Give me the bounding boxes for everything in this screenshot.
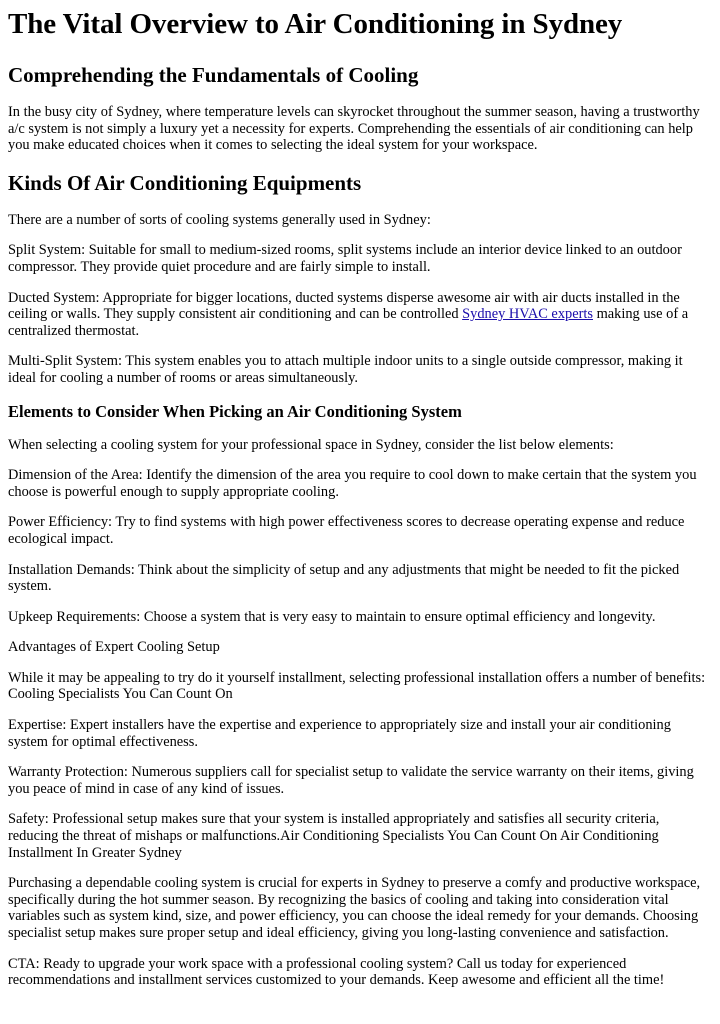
paragraph-warranty: Warranty Protection: Numerous suppliers call for specialist setup to validate the service warranty on their items, giving you peace of mind in case of any kind of issues.: [8, 764, 694, 797]
section-heading-fundamentals: Comprehending the Fundamentals of Cooling: [8, 63, 419, 87]
paragraph-cta: CTA: Ready to upgrade your work space with a professional cooling system? Call us today for experienced recommendations and installment services customized to your demands. Keep awesome and efficient all the time!: [8, 955, 665, 989]
paragraph-multi-split-system: Multi-Split System: This system enables you to attach multiple indoor units to a single outside compressor, making it ideal for cooling a number of rooms or areas simultaneously.: [8, 353, 683, 386]
paragraph-ducted-system: [8, 290, 712, 340]
paragraph-kinds-intro: There are a number of sorts of cooling systems generally used in Sydney:: [8, 211, 431, 228]
paragraph-dimension: Dimension of the Area: Identify the dimension of the area you require to cool down to make certain that the system you choose is powerful enough to supply appropriate cooling.: [8, 467, 697, 500]
document-page: [0, 6, 720, 989]
paragraph-advantages: Advantages of Expert Cooling Setup: [8, 639, 220, 656]
paragraph-split-system: Split System: Suitable for small to medium-sized rooms, split systems include an interior device linked to an outdoor compressor. They provide quiet procedure and are fairly simple to install.: [8, 242, 682, 275]
paragraph-intro: In the busy city of Sydney, where temperature levels can skyrocket throughout the summer season, having a trustworthy a/c system is not simply a luxury yet a necessity for experts. Comprehending the essentials of air conditioning can help you make educated choices when it comes to selecting the ideal system for your workspace.: [8, 104, 700, 154]
paragraph-upkeep: Upkeep Requirements: Choose a system that is very easy to maintain to ensure optimal efficiency and longevity.: [8, 608, 656, 625]
ducted-text-after: making use of a centralized thermostat.: [8, 306, 689, 339]
ducted-text-before: Ducted System: Appropriate for bigger locations, ducted systems disperse awesome air with air ducts installed in the ceiling or walls. They supply consistent air conditioning and can be controlled: [8, 289, 680, 323]
sydney-hvac-experts-link[interactable]: Sydney HVAC experts: [462, 306, 593, 323]
page-title: The Vital Overview to Air Conditioning in Sydney: [8, 8, 623, 40]
section-heading-elements: Elements to Consider When Picking an Air Conditioning System: [8, 401, 462, 421]
paragraph-diy: While it may be appealing to try do it yourself installment, selecting professional installation offers a number of benefits: Cooling Specialists You Can Count On: [8, 669, 706, 703]
paragraph-safety: Safety: Professional setup makes sure that your system is installed appropriately and satisfies all security criteria, reducing the threat of mishaps or malfunctions.Air Conditioning Specialists You Can Count On Air Conditioning Installment In Greater Sydney: [8, 811, 660, 861]
paragraph-elements-intro: When selecting a cooling system for your professional space in Sydney, consider the list below elements:: [8, 436, 614, 453]
section-heading-kinds: Kinds Of Air Conditioning Equipments: [8, 170, 362, 195]
paragraph-expertise: Expertise: Expert installers have the expertise and experience to appropriately size and install your air conditioning system for optimal effectiveness.: [8, 717, 671, 750]
paragraph-power-efficiency: Power Efficiency: Try to find systems with high power effectiveness scores to decrease operating expense and reduce ecological impact.: [8, 514, 685, 547]
paragraph-purchasing: Purchasing a dependable cooling system is crucial for experts in Sydney to preserve a comfy and productive workspace, specifically during the hot summer season. By recognizing the basics of cooling and taking into consideration vital variables such as system kind, size, and power efficiency, you can choose the ideal remedy for your demands. Choosing specialist setup makes sure proper setup and ideal efficiency, giving you long-lasting convenience and satisfaction.: [8, 875, 701, 941]
paragraph-installation-demands: Installation Demands: Think about the simplicity of setup and any adjustments that might be needed to fit the picked system.: [8, 561, 680, 595]
